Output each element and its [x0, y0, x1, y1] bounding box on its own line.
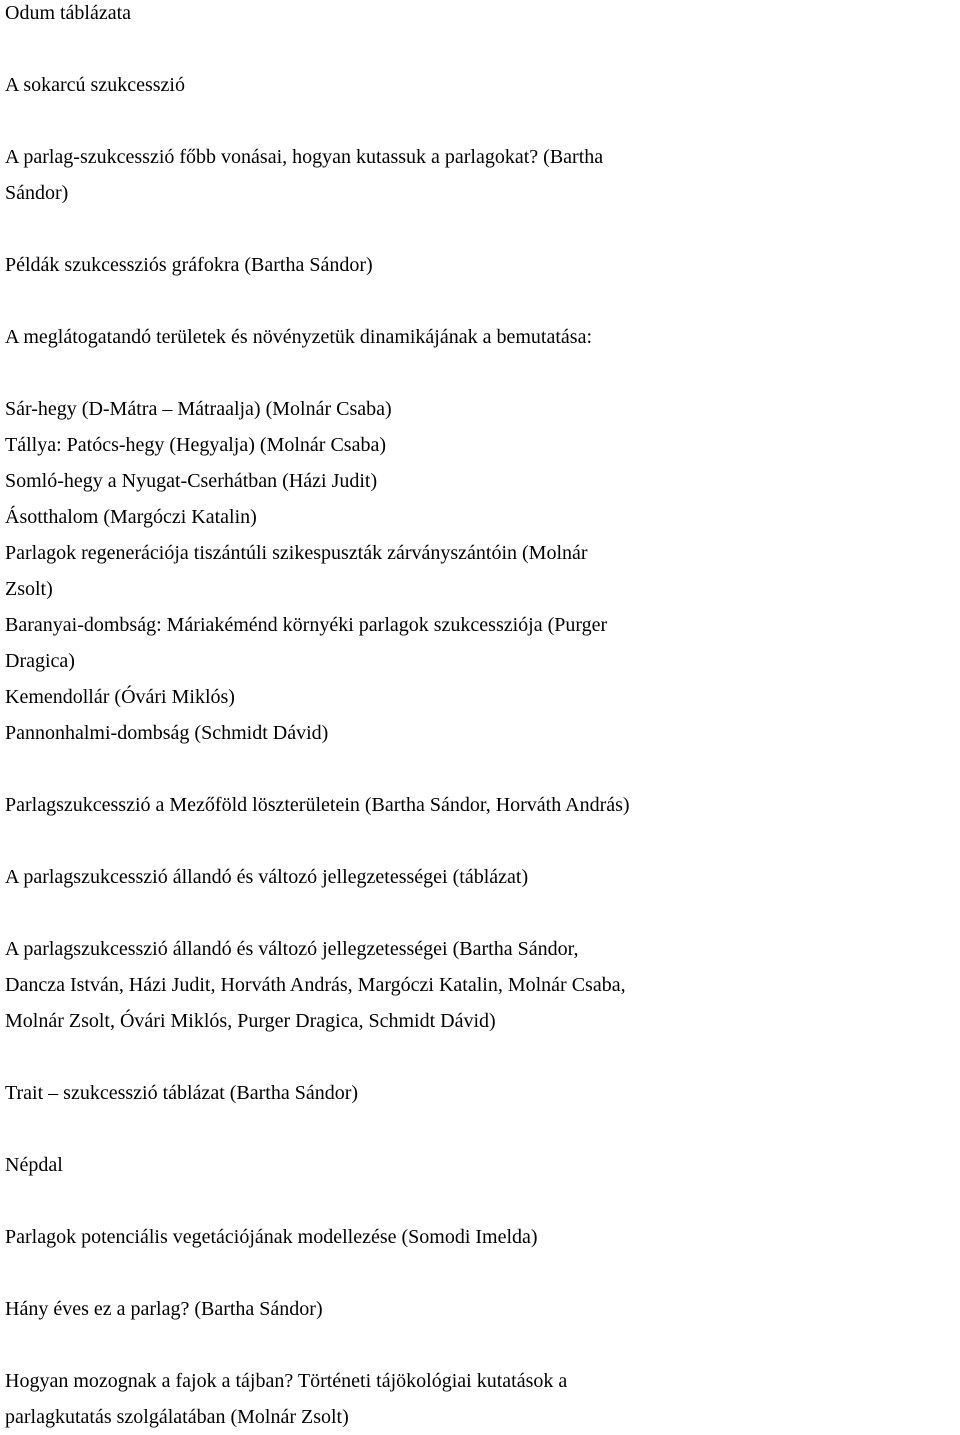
item-features-table: A parlagszukcesszió állandó és változó jellegzetességei (táblázat) [5, 866, 529, 888]
site-item: Kemendollár (Óvári Miklós) [5, 686, 235, 708]
item-folk-song: Népdal [5, 1154, 63, 1176]
text-line: Dancza István, Házi Judit, Horváth András, Margóczi Katalin, Molnár Csaba, [5, 974, 626, 996]
item-trait-succession-table: Trait – szukcesszió táblázat (Bartha Sándor) [5, 1082, 359, 1104]
site-item: Parlagok regenerációja tiszántúli szikespuszták zárványszántóin (Molnár [5, 542, 588, 564]
item-potential-vegetation: Parlagok potenciális vegetációjának modellezése (Somodi Imelda) [5, 1226, 538, 1248]
item-mezofold-loess: Parlagszukcesszió a Mezőföld löszterületein (Bartha Sándor, Horváth András) [5, 794, 630, 816]
text-line: Hogyan mozognak a fajok a tájban? Történeti tájökológiai kutatások a [5, 1370, 568, 1392]
site-list [5, 391, 960, 751]
item-features-authors [5, 931, 960, 1039]
item-species-movement [5, 1363, 960, 1435]
site-item: Dragica) [5, 650, 75, 672]
site-item: Somló-hegy a Nyugat-Cserhátban (Házi Judit) [5, 470, 378, 492]
site-item: Tállya: Patócs-hegy (Hegyalja) (Molnár Csaba) [5, 434, 386, 456]
site-item: Ásotthalom (Margóczi Katalin) [5, 506, 257, 528]
item-odum-table: Odum táblázata [5, 2, 132, 24]
item-fallow-succession-features [5, 139, 960, 211]
text-line: A parlagszukcesszió állandó és változó jellegzetességei (Bartha Sándor, [5, 938, 579, 960]
item-multifaceted-succession: A sokarcú szukcesszió [5, 74, 185, 96]
site-item: Pannonhalmi-dombság (Schmidt Dávid) [5, 722, 329, 744]
site-item: Sár-hegy (D-Mátra – Mátraalja) (Molnár Csaba) [5, 398, 392, 420]
text-line: A parlag-szukcesszió főbb vonásai, hogyan kutassuk a parlagokat? (Bartha [5, 146, 604, 168]
site-item: Zsolt) [5, 578, 53, 600]
site-item: Baranyai-dombság: Máriakéménd környéki parlagok szukcessziója (Purger [5, 614, 608, 636]
text-line: parlagkutatás szolgálatában (Molnár Zsolt) [5, 1406, 349, 1428]
document-body [5, 0, 960, 1435]
item-succession-graphs: Példák szukcessziós gráfokra (Bartha Sándor) [5, 254, 373, 276]
item-sites-intro: A meglátogatandó területek és növényzetük dinamikájának a bemutatása: [5, 326, 593, 348]
text-line: Sándor) [5, 182, 69, 204]
text-line: Molnár Zsolt, Óvári Miklós, Purger Dragica, Schmidt Dávid) [5, 1010, 496, 1032]
item-fallow-age: Hány éves ez a parlag? (Bartha Sándor) [5, 1298, 323, 1320]
